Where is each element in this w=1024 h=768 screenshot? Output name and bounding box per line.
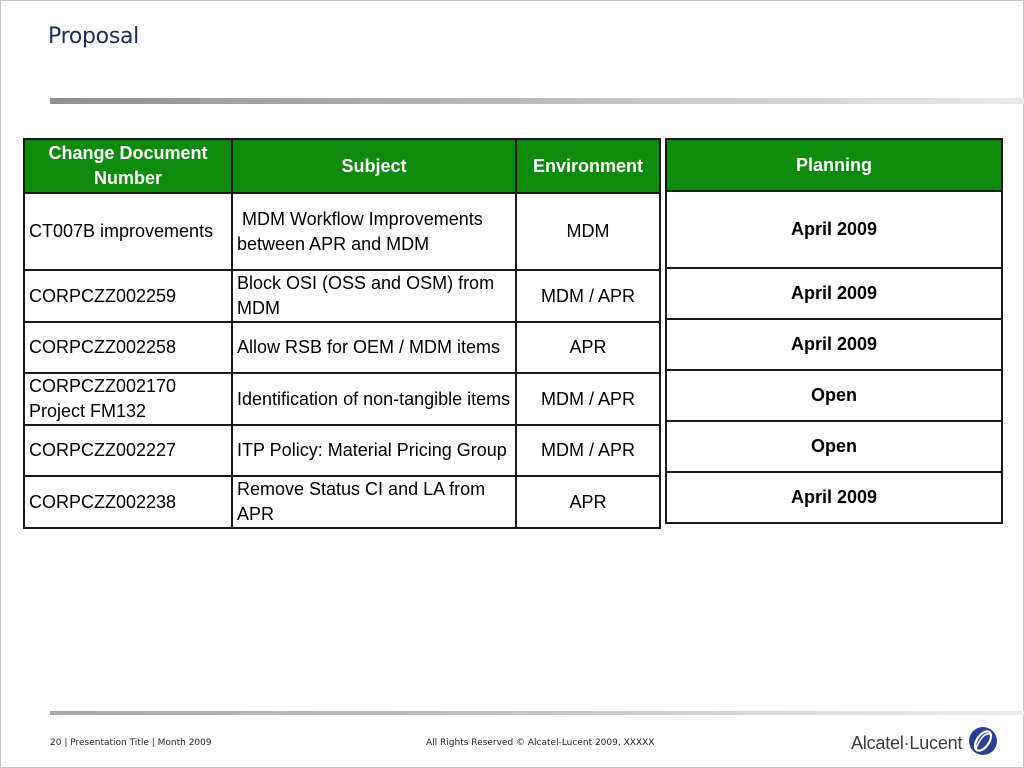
cell-number: CORPCZZ002259 — [24, 270, 232, 322]
header-planning: Planning — [666, 139, 1002, 191]
planning-row — [666, 319, 1002, 370]
cell-planning: April 2009 — [666, 472, 1002, 523]
cell-planning: April 2009 — [666, 191, 1002, 268]
cell-planning: April 2009 — [666, 319, 1002, 370]
cell-environment: MDM / APR — [516, 270, 660, 322]
cell-planning: April 2009 — [666, 268, 1002, 319]
table-row — [24, 425, 660, 476]
company-logo — [851, 726, 998, 761]
cell-subject: Allow RSB for OEM / MDM items — [232, 322, 516, 373]
cell-number: CORPCZZ002258 — [24, 322, 232, 373]
planning-row — [666, 472, 1002, 523]
cell-number: CORPCZZ002227 — [24, 425, 232, 476]
title-divider — [50, 98, 1024, 104]
header-subject: Subject — [232, 139, 516, 193]
footer-copyright: All Rights Reserved © Alcatel-Lucent 2009, XXXXX — [426, 738, 655, 748]
cell-environment: MDM / APR — [516, 373, 660, 425]
planning-table — [665, 138, 1003, 524]
cell-subject: Identification of non-tangible items — [232, 373, 516, 425]
cell-environment: APR — [516, 322, 660, 373]
alcatel-lucent-swirl-icon — [968, 726, 998, 761]
cell-subject: Block OSI (OSS and OSM) from MDM — [232, 270, 516, 322]
cell-number: CT007B improvements — [24, 193, 232, 270]
cell-planning: Open — [666, 421, 1002, 472]
cell-number: CORPCZZ002170 Project FM132 — [24, 373, 232, 425]
table-row — [24, 193, 660, 270]
table-row — [24, 476, 660, 528]
planning-row — [666, 370, 1002, 421]
change-documents-table — [23, 138, 661, 529]
table-row — [24, 270, 660, 322]
cell-subject: ITP Policy: Material Pricing Group — [232, 425, 516, 476]
logo-wordmark: Alcatel·Lucent — [851, 733, 963, 753]
cell-environment: MDM / APR — [516, 425, 660, 476]
planning-row — [666, 421, 1002, 472]
planning-row — [666, 268, 1002, 319]
header-environment: Environment — [516, 139, 660, 193]
slide-title: Proposal — [48, 24, 139, 49]
footer-divider — [50, 711, 1024, 715]
header-change-document-number: Change Document Number — [24, 139, 232, 193]
planning-header-row — [666, 139, 1002, 191]
table-header-row — [24, 139, 660, 193]
table-row — [24, 373, 660, 425]
footer-page-info: 20 | Presentation Title | Month 2009 — [50, 738, 212, 748]
table-row — [24, 322, 660, 373]
cell-environment: MDM — [516, 193, 660, 270]
cell-number: CORPCZZ002238 — [24, 476, 232, 528]
cell-subject: Remove Status CI and LA from APR — [232, 476, 516, 528]
cell-subject: MDM Workflow Improvements between APR and MDM — [232, 193, 516, 270]
cell-environment: APR — [516, 476, 660, 528]
cell-planning: Open — [666, 370, 1002, 421]
planning-row — [666, 191, 1002, 268]
